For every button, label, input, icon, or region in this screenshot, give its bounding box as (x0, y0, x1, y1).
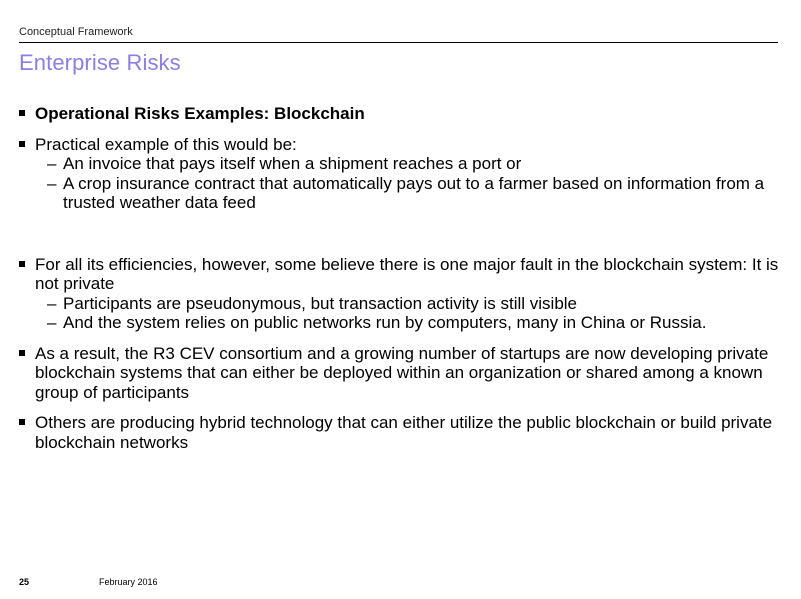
sub-bullet-text: And the system relies on public networks run by computers, many in China or Russia. (63, 313, 707, 332)
slide-body (19, 104, 794, 452)
dash-marker: – (47, 293, 57, 313)
sub-bullet-text: Participants are pseudonymous, but transaction activity is still visible (63, 293, 578, 313)
bullet-item (19, 104, 794, 124)
square-bullet-icon (19, 141, 25, 147)
square-bullet-icon (19, 261, 25, 267)
page-number: 25 (19, 577, 30, 587)
sub-bullet-item (19, 174, 794, 213)
slide-title: Enterprise Risks (19, 50, 181, 75)
square-bullet-icon (19, 419, 25, 425)
bullet-item (19, 135, 794, 155)
square-bullet-icon (19, 110, 25, 116)
dash-marker: – (47, 313, 57, 332)
bullet-item (19, 344, 794, 403)
bullet-text: As a result, the R3 CEV consortium and a growing number of startups are now developing private blockchain systems that can either be deployed within an organization or shared among a known group of participants (35, 343, 769, 402)
bullet-item (19, 413, 794, 452)
section-label: Conceptual Framework (19, 26, 133, 38)
bullet-item (19, 255, 794, 294)
bullet-text: For all its efficiencies, however, some believe there is one major fault in the blockchain system: It is not private (35, 254, 779, 293)
bullet-text: Operational Risks Examples: Blockchain (35, 104, 365, 123)
footer-date: February 2016 (99, 577, 158, 587)
sub-bullet-text: An invoice that pays itself when a shipment reaches a port or (63, 154, 522, 173)
sub-bullet-text: A crop insurance contract that automatically pays out to a farmer based on information from a trusted weather data feed (63, 173, 765, 212)
bullet-text: Others are producing hybrid technology that can either utilize the public blockchain or build private blockchain networks (35, 413, 773, 452)
square-bullet-icon (19, 350, 25, 356)
dash-marker: – (47, 154, 57, 173)
sub-bullet-item (19, 313, 794, 333)
sub-bullet-item (19, 154, 794, 174)
bullet-text: Practical example of this would be: (35, 134, 297, 154)
header-divider (19, 42, 778, 43)
sub-bullet-item (19, 294, 794, 314)
dash-marker: – (47, 173, 57, 193)
